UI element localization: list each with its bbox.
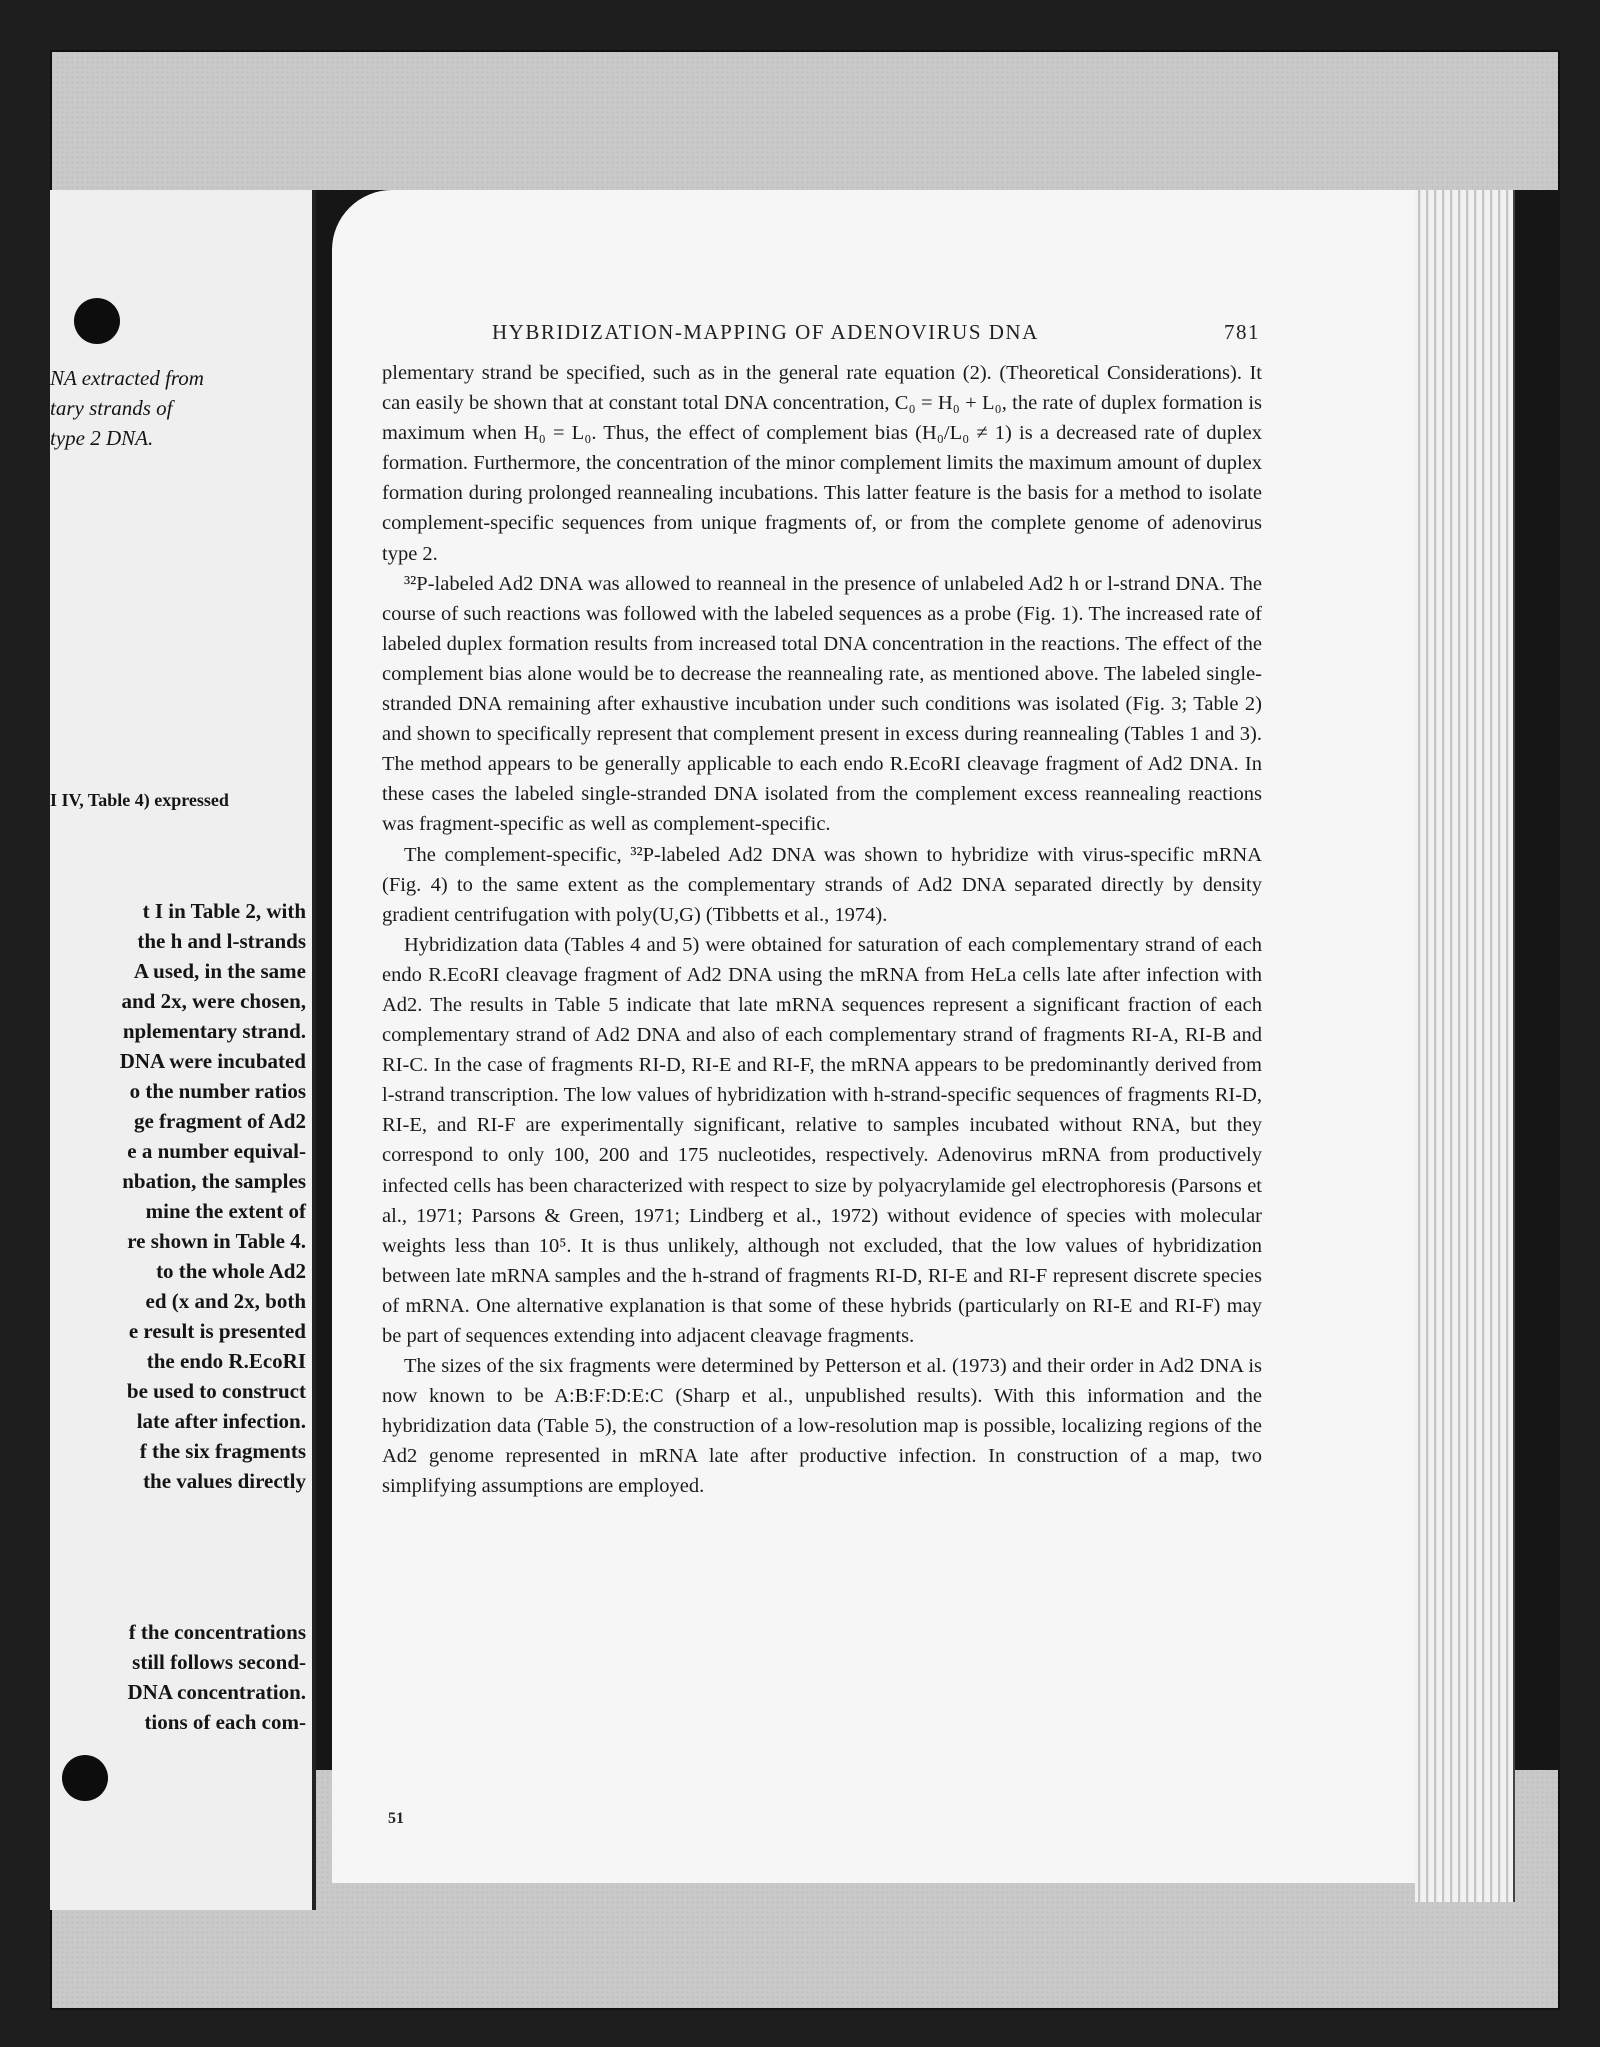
left-page-line: be used to construct	[126, 1379, 306, 1403]
left-page-line: the values directly	[143, 1469, 306, 1493]
left-page-line: DNA concentration.	[127, 1680, 306, 1704]
book-page-edges	[1415, 190, 1515, 1902]
left-page-line: mine the extent of	[145, 1199, 306, 1223]
left-page-line: nplementary strand.	[122, 1019, 306, 1043]
left-page-line: ge fragment of Ad2	[133, 1109, 306, 1133]
photocopy-sheet	[50, 50, 1560, 2010]
paragraph: ³²P-labeled Ad2 DNA was allowed to reanneal in the presence of unlabeled Ad2 h or l-strand DNA. The course of such reactions was followed with the labeled sequences as a probe (Fig. 1). The increased rate of labeled duplex formation results from increased total DNA concentration in the reactions. The effect of the complement bias alone would be to decrease the reannealing rate, as mentioned above. The labeled single-stranded DNA remaining after exhaustive incubation under such conditions was isolated (Fig. 3; Table 2) and shown to specifically represent that complement present in excess during reannealing (Tables 1 and 3). The method appears to be generally applicable to each endo R.EcoRI cleavage fragment of Ad2 DNA. In these cases the labeled single-stranded DNA isolated from the complement excess reannealing reactions was fragment-specific as well as complement-specific.	[382, 572, 1262, 836]
running-title: HYBRIDIZATION-MAPPING OF ADENOVIRUS DNA	[492, 320, 1039, 344]
left-page-line: tary strands of	[50, 396, 173, 420]
right-page	[332, 190, 1417, 1883]
punch-hole-bottom	[62, 1755, 108, 1801]
left-page-line: the endo R.EcoRI	[146, 1349, 306, 1373]
left-page-line: t I in Table 2, with	[142, 899, 306, 923]
left-page-line: to the whole Ad2	[156, 1259, 306, 1283]
left-page-line: late after infection.	[136, 1409, 306, 1433]
left-page-line: the h and l-strands	[137, 929, 306, 953]
left-page-line: e result is presented	[128, 1319, 306, 1343]
body-text	[382, 358, 1262, 1502]
left-page-line: type 2 DNA.	[50, 426, 154, 450]
left-page-line: f the concentrations	[128, 1620, 306, 1644]
paragraph: Hybridization data (Tables 4 and 5) were obtained for saturation of each complementary strand of each endo R.EcoRI cleavage fragment of Ad2 DNA using the mRNA from HeLa cells late after infection with Ad2. The results in Table 5 indicate that late mRNA sequences represent a significant fraction of each complementary strand of Ad2 DNA and also of each complementary strand of fragments RI-A, RI-B and RI-C. In the case of fragments RI-D, RI-E and RI-F, the mRNA appears to be predominantly derived from l-strand transcription. The low values of hybridization with h-strand-specific sequences of fragments RI-D, RI-E, and RI-F are experimentally significant, relative to samples incubated without RNA, but they correspond to only 100, 200 and 175 nucleotides, respectively. Adenovirus mRNA from productively infected cells has been characterized with respect to size by polyacrylamide gel electrophoresis (Parsons et al., 1971; Parsons & Green, 1971; Lindberg et al., 1972) without evidence of species with molecular weights less than 10⁵. It is thus unlikely, although not excluded, that the low values of hybridization between late mRNA samples and the h-strand of fragments RI-D, RI-E and RI-F represent discrete species of mRNA. One alternative explanation is that some of these hybrids (particularly on RI-E and RI-F) may be part of sequences extending into adjacent cleavage fragments.	[382, 933, 1262, 1347]
left-page-line: still follows second-	[132, 1650, 306, 1674]
paragraph: The sizes of the six fragments were determined by Petterson et al. (1973) and their order in Ad2 DNA is now known to be A:B:F:D:E:C (Sharp et al., unpublished results). With this information and the hybridization data (Table 5), the construction of a low-resolution map is possible, localizing regions of the Ad2 genome represented in mRNA late after productive infection. In construction of a map, two simplifying assumptions are employed.	[382, 1355, 1262, 1498]
left-page-line: ed (x and 2x, both	[145, 1289, 306, 1313]
left-page-line: re shown in Table 4.	[127, 1229, 306, 1253]
left-page-line: o the number ratios	[129, 1079, 306, 1103]
paragraph: The complement-specific, ³²P-labeled Ad2 DNA was shown to hybridize with virus-specific mRNA (Fig. 4) to the same extent as the complementary strands of Ad2 DNA separated directly by density gradient centrifugation with poly(U,G) (Tibbetts et al., 1974).	[382, 843, 1262, 926]
paragraph: plementary strand be specified, such as in the general rate equation (2). (Theoretical Considerations). It can easily be shown that at constant total DNA concentration, C₀ = H₀ + L₀, the rate of duplex formation is maximum when H₀ = L₀. Thus, the effect of complement bias (H₀/L₀ ≠ 1) is a decreased rate of duplex formation. Furthermore, the concentration of the minor complement limits the maximum amount of duplex formation during prolonged reannealing incubations. This latter feature is the basis for a method to isolate complement-specific sequences from unique fragments of, or from the complete genome of adenovirus type 2.	[382, 362, 1262, 565]
left-page-line: f the six fragments	[139, 1439, 306, 1463]
punch-hole-top	[74, 298, 120, 344]
page-number: 781	[1224, 320, 1260, 344]
left-page-line: e a number equival-	[127, 1139, 306, 1163]
running-head	[332, 320, 1417, 346]
left-page-line: and 2x, were chosen,	[121, 989, 306, 1013]
left-page	[50, 190, 316, 1910]
left-page-line: NA extracted from	[50, 366, 204, 390]
left-page-line: tions of each com-	[144, 1710, 306, 1734]
left-page-line: A used, in the same	[133, 959, 306, 983]
left-page-line: DNA were incubated	[119, 1049, 306, 1073]
left-page-line: nbation, the samples	[122, 1169, 306, 1193]
signature-mark: 51	[388, 1810, 404, 1827]
left-page-line: I IV, Table 4) expressed	[50, 790, 229, 810]
